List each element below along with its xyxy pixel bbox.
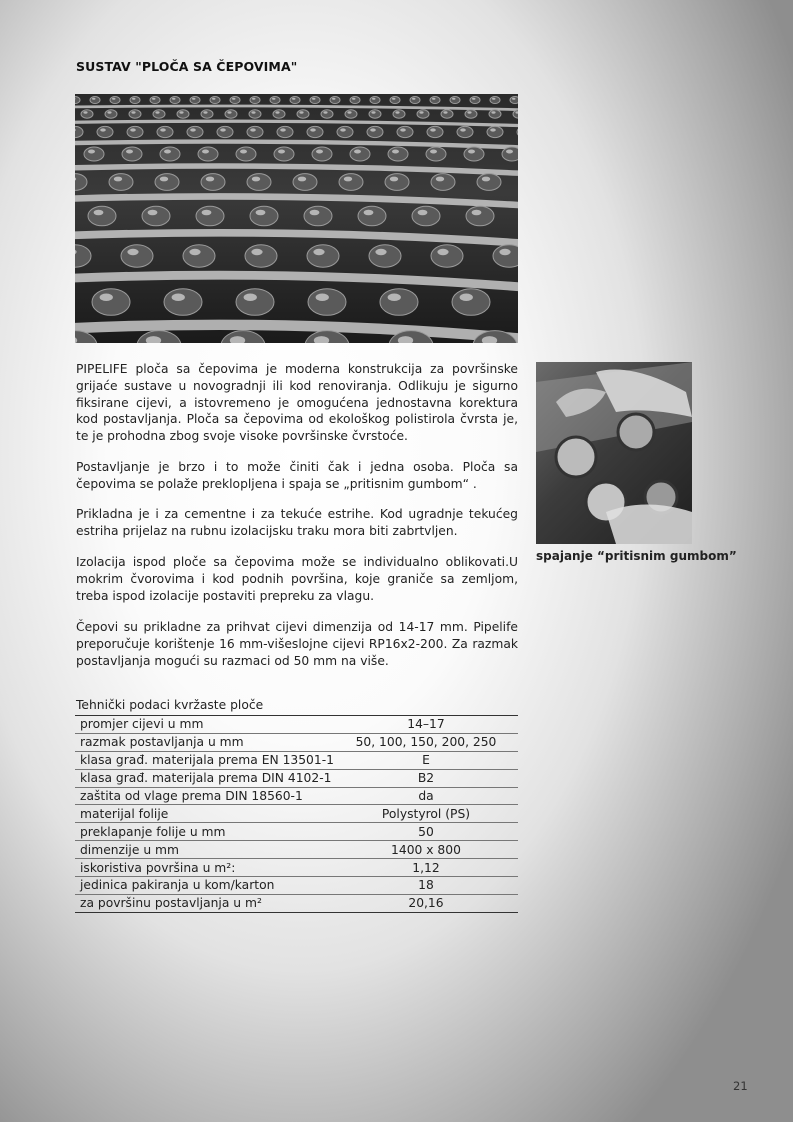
photo-caption: spajanje “pritisnim gumbom” [536,549,737,563]
spec-label: dimenzije u mm [75,841,334,859]
table-row [75,733,518,751]
pipes-paragraph: Čepovi su prikladne za prihvat cijevi dimenzija od 14-17 mm. Pipelife preporučuje korištenje 16 mm-višeslojne cijevi RP16x2-200. Za razmak postavljanja mogući su razmaci od 50 mm na više. [76,620,518,668]
spec-value: 50, 100, 150, 200, 250 [334,733,518,751]
spec-table [75,715,518,913]
spec-label: razmak postavljanja u mm [75,733,334,751]
page-number: 21 [733,1079,748,1093]
spec-label: promjer cijevi u mm [75,716,334,734]
hands-joining-illustration [536,362,692,544]
page-title: SUSTAV "PLOČA SA ČEPOVIMA" [76,59,298,74]
insulation-paragraph: Izolacija ispod ploče sa čepovima može se individualno oblikovati.U mokrim čvorovima i kod podnih površina, koje graniče sa zemljom, treba ispod izolacije postaviti prepreku za vlagu. [76,555,518,603]
installation-paragraph: Postavljanje je brzo i to može činiti čak i jedna osoba. Ploča sa čepovima se polaže preklopljena i spaja se „pritisnim gumbom“ . [76,460,518,491]
spec-value: 1400 x 800 [334,841,518,859]
spec-value: 14–17 [334,716,518,734]
screed-paragraph: Prikladna je i za cementne i za tekuće estrihe. Kod ugradnje tekućeg estriha prijelaz na rubnu izolacijsku traku mora biti zabrtvljen. [76,507,518,538]
knob-plate-illustration [75,94,518,343]
spec-label: zaštita od vlage prema DIN 18560-1 [75,787,334,805]
table-row [75,769,518,787]
table-row [75,716,518,734]
table-row [75,805,518,823]
spec-value: 50 [334,823,518,841]
spec-value: 18 [334,877,518,895]
spec-value: 20,16 [334,894,518,912]
knob-plate-photo [75,94,518,343]
spec-label: jedinica pakiranja u kom/karton [75,877,334,895]
spec-value: E [334,751,518,769]
spec-label: preklapanje folije u mm [75,823,334,841]
table-row [75,877,518,895]
spec-value: Polystyrol (PS) [334,805,518,823]
spec-value: B2 [334,769,518,787]
spec-value: da [334,787,518,805]
table-row [75,787,518,805]
table-row [75,841,518,859]
table-row [75,859,518,877]
spec-value: 1,12 [334,859,518,877]
spec-label: klasa građ. materijala prema DIN 4102-1 [75,769,334,787]
intro-paragraph: PIPELIFE ploča sa čepovima je moderna konstrukcija za površinske grijaće sustave u novogradnji ili kod renoviranja. Odlikuju je sigurno fiksirane cijevi, a istovremeno je omogućena jednostavna korektura kod postavljanja. Ploča sa čepovima od ekološkog polistirola čvrsta je, te je prohodna zbog svoje visoke površinske čvrstoće. [76,362,518,444]
press-button-photo [536,362,692,544]
spec-label: za površinu postavljanja u m² [75,894,334,912]
spec-label: klasa građ. materijala prema EN 13501-1 [75,751,334,769]
spec-label: iskoristiva površina u m²: [75,859,334,877]
spec-label: materijal folije [75,805,334,823]
table-row [75,751,518,769]
table-row [75,823,518,841]
table-row [75,894,518,912]
spec-table-title: Tehnički podaci kvržaste ploče [76,698,264,712]
